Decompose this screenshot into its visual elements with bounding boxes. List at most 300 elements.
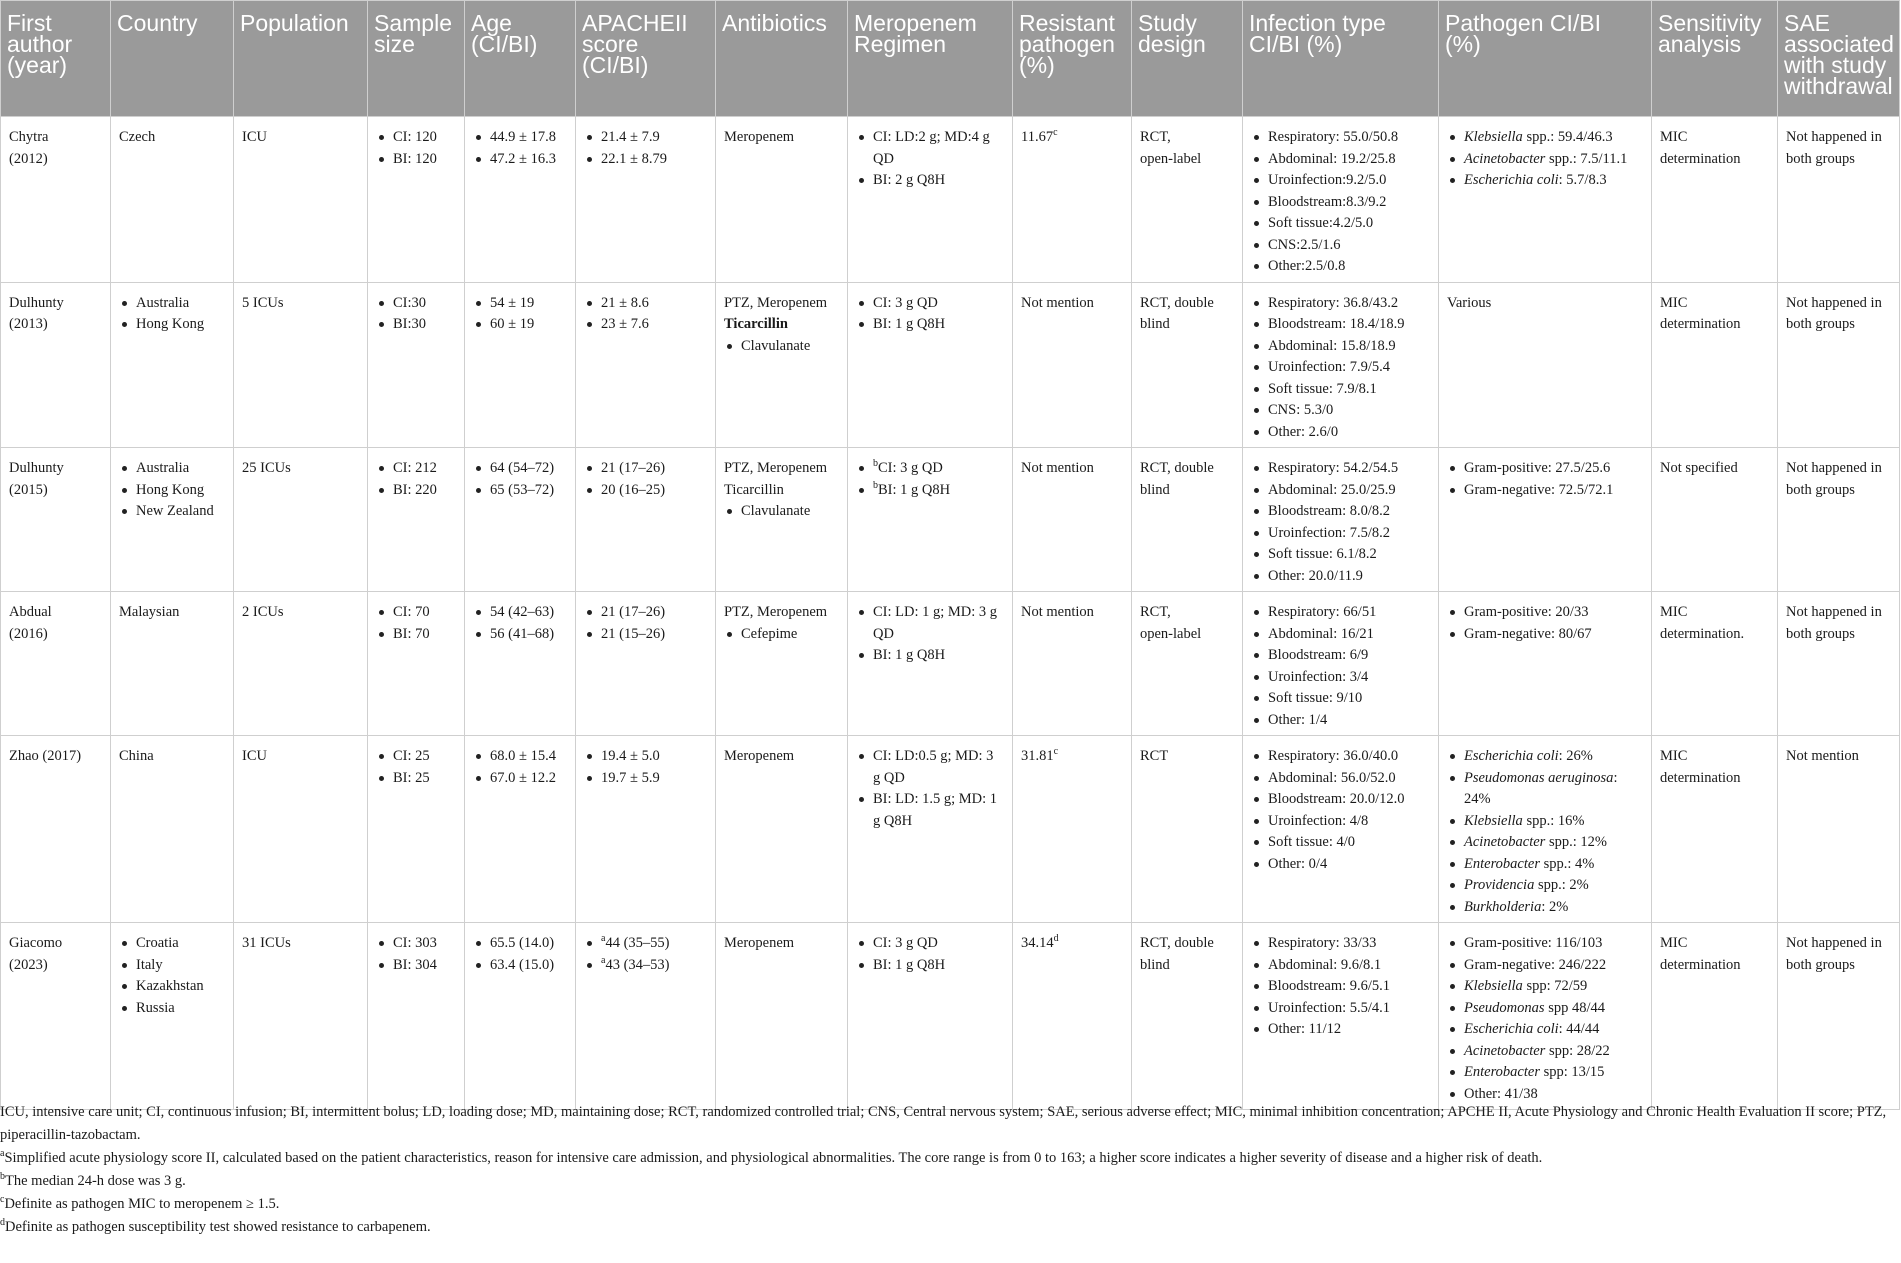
list-item: BI: 304 xyxy=(376,955,456,977)
list-item: 65.5 (14.0) xyxy=(473,933,567,955)
cell-sae xyxy=(1778,117,1900,283)
apache-list xyxy=(584,127,707,170)
sensitivity-text: MIC determination. xyxy=(1660,604,1745,642)
list-item: 56 (41–68) xyxy=(473,624,567,646)
cell-population xyxy=(234,117,368,283)
cell-pathogen xyxy=(1439,736,1652,923)
cell-sae xyxy=(1778,592,1900,736)
list-item: BI: 1 g Q8H xyxy=(856,645,1004,667)
cell-sae xyxy=(1778,282,1900,448)
pathogen-value: spp.: 4% xyxy=(1539,855,1595,872)
list-item: CI: LD: 1 g; MD: 3 g QD xyxy=(856,602,1004,645)
cell-sample-size xyxy=(368,923,465,1110)
cell-regimen xyxy=(848,923,1013,1110)
pathogen-text: Various xyxy=(1447,294,1492,311)
pathogen-value: : 24% xyxy=(1464,769,1618,807)
list-item xyxy=(856,480,1004,502)
list-item: CI: 3 g QD xyxy=(856,293,1004,315)
list-item: CI: 25 xyxy=(376,746,456,768)
study-design-text: RCT xyxy=(1140,748,1169,764)
antibiotics-list xyxy=(724,501,839,523)
column-header: Study design xyxy=(1132,1,1243,117)
footnote-mark: d xyxy=(0,1217,5,1228)
column-header: Sensitivity analysis xyxy=(1652,1,1778,117)
cell-population xyxy=(234,592,368,736)
pathogen-item xyxy=(1447,875,1643,897)
cell-antibiotics xyxy=(716,282,848,448)
footnote xyxy=(0,1147,1890,1170)
list-item: CI: LD:2 g; MD:4 g QD xyxy=(856,127,1004,170)
pathogen-item xyxy=(1447,832,1643,854)
antibiotics-list xyxy=(724,336,839,358)
cell-infection-type xyxy=(1243,117,1439,283)
list-item: Gram-positive: 20/33 xyxy=(1447,602,1643,624)
country-list xyxy=(119,933,225,1019)
column-header: Infection type CI/BI (%) xyxy=(1243,1,1439,117)
footnote-mark: d xyxy=(1053,933,1059,944)
column-header: Age (CI/BI) xyxy=(465,1,576,117)
pathogen-item xyxy=(1447,170,1643,192)
list-item: Australia xyxy=(119,458,225,480)
list-item xyxy=(584,933,707,955)
infection-list xyxy=(1251,127,1430,278)
list-item: Other: 2.6/0 xyxy=(1251,422,1430,444)
list-item: 21 (17–26) xyxy=(584,602,707,624)
cell-apache xyxy=(576,117,716,283)
population-text: 5 ICUs xyxy=(242,294,284,311)
regimen-list xyxy=(856,602,1004,667)
cell-sample-size xyxy=(368,736,465,923)
list-item: Other: 20.0/11.9 xyxy=(1251,566,1430,588)
footnote-mark: c xyxy=(0,1194,5,1205)
column-header: Sample size xyxy=(368,1,465,117)
study-design-text: RCT, open-label xyxy=(1140,129,1202,167)
pathogen-value: spp: 13/15 xyxy=(1539,1064,1605,1080)
apache-list xyxy=(584,602,707,645)
list-item: Bloodstream: 9.6/5.1 xyxy=(1251,976,1430,998)
list-item: BI: 220 xyxy=(376,480,456,502)
cell-pathogen xyxy=(1439,117,1652,283)
cell-study-design xyxy=(1132,736,1243,923)
list-item: CI:30 xyxy=(376,293,456,315)
pathogen-item xyxy=(1447,955,1643,977)
pathogen-name: Klebsiella xyxy=(1464,129,1523,145)
list-item: Gram-negative: 72.5/72.1 xyxy=(1447,480,1643,502)
list-item xyxy=(856,458,1004,480)
pathogen-name: Klebsiella xyxy=(1464,978,1523,994)
list-item: Respiratory: 33/33 xyxy=(1251,933,1430,955)
table-row xyxy=(1,448,1900,592)
list-item: CI: 120 xyxy=(376,127,456,149)
pathogen-list xyxy=(1447,746,1643,918)
list-item: Other: 11/12 xyxy=(1251,1019,1430,1041)
table-row xyxy=(1,592,1900,736)
sample-size-list xyxy=(376,602,456,645)
pathogen-value: Gram-positive: 116/103 xyxy=(1464,935,1603,951)
list-item: 19.7 ± 5.9 xyxy=(584,768,707,790)
antibiotics-bold-text: Ticarcillin xyxy=(724,316,788,332)
list-item: BI: 1 g Q8H xyxy=(856,314,1004,336)
resistant-pathogen-value: Not mention xyxy=(1021,460,1094,476)
list-item: Cefepime xyxy=(724,624,839,646)
footnote-list xyxy=(0,1147,1890,1239)
study-design-text: RCT, open-label xyxy=(1140,604,1202,642)
cell-study-design xyxy=(1132,117,1243,283)
list-item: 21 (17–26) xyxy=(584,458,707,480)
pathogen-value: spp: 72/59 xyxy=(1522,978,1588,994)
cell-country xyxy=(111,736,234,923)
pathogen-name: Acinetobacter xyxy=(1464,1042,1546,1059)
list-item: 54 ± 19 xyxy=(473,293,567,315)
cell-age xyxy=(465,117,576,283)
sae-text: Not happened in both groups xyxy=(1786,460,1882,498)
pathogen-list xyxy=(1447,933,1643,1105)
country-text: Malaysian xyxy=(119,604,180,620)
pathogen-item xyxy=(1447,998,1643,1020)
pathogen-name: Escherichia coli xyxy=(1464,748,1559,764)
column-header: Population xyxy=(234,1,368,117)
cell-population xyxy=(234,923,368,1110)
age-list xyxy=(473,602,567,645)
list-item: CNS: 5.3/0 xyxy=(1251,400,1430,422)
pathogen-name: Enterobacter xyxy=(1464,855,1540,872)
cell-regimen xyxy=(848,117,1013,283)
pathogen-item xyxy=(1447,1062,1643,1084)
column-header: Meropenem Regimen xyxy=(848,1,1013,117)
list-item: Abdominal: 16/21 xyxy=(1251,624,1430,646)
infection-list xyxy=(1251,933,1430,1041)
footnote-mark: c xyxy=(1053,127,1058,138)
cell-apache xyxy=(576,592,716,736)
country-list xyxy=(119,458,225,523)
footnote xyxy=(0,1193,1890,1216)
cell-author xyxy=(1,282,111,448)
pathogen-name: Escherichia coli xyxy=(1464,172,1559,188)
pathogen-value: : 26% xyxy=(1558,748,1593,764)
list-item: Soft tissue: 9/10 xyxy=(1251,688,1430,710)
sample-size-list xyxy=(376,933,456,976)
list-item: 67.0 ± 12.2 xyxy=(473,768,567,790)
pathogen-value: Other: 41/38 xyxy=(1464,1085,1538,1102)
footnote-mark: b xyxy=(873,458,878,469)
list-item: Respiratory: 36.0/40.0 xyxy=(1251,746,1430,768)
cell-resistant-pathogen xyxy=(1013,448,1132,592)
study-design-text: RCT, double blind xyxy=(1140,935,1214,973)
list-item-text: 44 (35–55) xyxy=(605,935,670,951)
list-item: Uroinfection: 3/4 xyxy=(1251,667,1430,689)
list-item: Uroinfection: 7.9/5.4 xyxy=(1251,357,1430,379)
cell-pathogen xyxy=(1439,923,1652,1110)
list-item: BI: 25 xyxy=(376,768,456,790)
antibiotics-text: Meropenem xyxy=(724,129,795,145)
footnote-text: The median 24-h dose was 3 g. xyxy=(5,1173,186,1189)
table-row xyxy=(1,282,1900,448)
list-item: Kazakhstan xyxy=(119,976,225,998)
list-item: Clavulanate xyxy=(724,501,839,523)
cell-sensitivity xyxy=(1652,448,1778,592)
list-item: 23 ± 7.6 xyxy=(584,314,707,336)
list-item: Other: 0/4 xyxy=(1251,854,1430,876)
list-item: 60 ± 19 xyxy=(473,314,567,336)
cell-resistant-pathogen xyxy=(1013,736,1132,923)
list-item: Soft tissue: 4/0 xyxy=(1251,832,1430,854)
footnote-mark: a xyxy=(0,1148,5,1159)
cell-apache xyxy=(576,923,716,1110)
cell-population xyxy=(234,736,368,923)
cell-age xyxy=(465,592,576,736)
list-item: Soft tissue: 7.9/8.1 xyxy=(1251,379,1430,401)
cell-study-design xyxy=(1132,592,1243,736)
list-item: 64 (54–72) xyxy=(473,458,567,480)
list-item: Soft tissue:4.2/5.0 xyxy=(1251,213,1430,235)
list-item: Gram-negative: 80/67 xyxy=(1447,624,1643,646)
footnote xyxy=(0,1170,1890,1193)
pathogen-item xyxy=(1447,1019,1643,1041)
cell-regimen xyxy=(848,592,1013,736)
apache-list xyxy=(584,933,707,976)
pathogen-name: Escherichia coli xyxy=(1464,1021,1559,1037)
cell-infection-type xyxy=(1243,282,1439,448)
sensitivity-text: MIC determination xyxy=(1660,748,1741,786)
cell-sample-size xyxy=(368,282,465,448)
list-item: Uroinfection: 5.5/4.1 xyxy=(1251,998,1430,1020)
footnote-mark: a xyxy=(601,954,606,966)
cell-regimen xyxy=(848,448,1013,592)
list-item-text: BI: 1 g Q8H xyxy=(878,481,951,498)
list-item: Australia xyxy=(119,293,225,315)
cell-age xyxy=(465,736,576,923)
cell-resistant-pathogen xyxy=(1013,592,1132,736)
cell-infection-type xyxy=(1243,923,1439,1110)
footnote-abbreviations: ICU, intensive care unit; CI, continuous infusion; BI, intermittent bolus; LD, loading dose; MD, maintaining dose; RCT, randomized controlled trial; CNS, Central nervous system; SAE, serious adverse effect; MIC, minimal inhibition concentration; APCHE II, Acute Physiology and Chronic Health Evaluation II score; PTZ, piperacillin-tazobactam. xyxy=(0,1104,1887,1143)
footnote-text: Definite as pathogen MIC to meropenem ≥ 1.5. xyxy=(4,1196,280,1212)
pathogen-list xyxy=(1447,602,1643,645)
list-item xyxy=(584,955,707,977)
cell-sae xyxy=(1778,736,1900,923)
pathogen-item xyxy=(1447,768,1643,811)
population-text: ICU xyxy=(242,129,267,145)
sensitivity-text: MIC determination xyxy=(1660,935,1741,973)
pathogen-item xyxy=(1447,149,1643,171)
infection-list xyxy=(1251,602,1430,731)
cell-sae xyxy=(1778,448,1900,592)
age-list xyxy=(473,746,567,789)
footnote-mark: b xyxy=(0,1171,5,1182)
pathogen-item xyxy=(1447,127,1643,149)
cell-regimen xyxy=(848,282,1013,448)
list-item: Abdominal: 25.0/25.9 xyxy=(1251,480,1430,502)
author-year: Dulhunty (2015) xyxy=(9,460,64,498)
cell-resistant-pathogen xyxy=(1013,923,1132,1110)
sample-size-list xyxy=(376,127,456,170)
list-item: Gram-positive: 27.5/25.6 xyxy=(1447,458,1643,480)
column-header: Antibiotics xyxy=(716,1,848,117)
list-item: Hong Kong xyxy=(119,314,225,336)
list-item: Bloodstream: 8.0/8.2 xyxy=(1251,501,1430,523)
cell-antibiotics xyxy=(716,117,848,283)
list-item: 19.4 ± 5.0 xyxy=(584,746,707,768)
pathogen-name: Pseudomonas xyxy=(1464,999,1545,1016)
list-item: 68.0 ± 15.4 xyxy=(473,746,567,768)
cell-sensitivity xyxy=(1652,923,1778,1110)
antibiotics-text: Meropenem xyxy=(724,935,795,951)
antibiotics-text: PTZ, Meropenem xyxy=(724,460,828,476)
cell-apache xyxy=(576,448,716,592)
pathogen-name: Pseudomonas aeruginosa xyxy=(1464,769,1614,786)
list-item: Bloodstream: 6/9 xyxy=(1251,645,1430,667)
antibiotics-text: PTZ, Meropenem xyxy=(724,294,828,311)
header-row xyxy=(1,1,1900,117)
list-item: Bloodstream: 20.0/12.0 xyxy=(1251,789,1430,811)
list-item: Bloodstream: 18.4/18.9 xyxy=(1251,314,1430,336)
sensitivity-text: Not specified xyxy=(1660,460,1738,476)
regimen-list xyxy=(856,458,1004,501)
population-text: 25 ICUs xyxy=(242,460,291,476)
cell-sample-size xyxy=(368,117,465,283)
country-list xyxy=(119,293,225,336)
sample-size-list xyxy=(376,293,456,336)
sample-size-list xyxy=(376,458,456,501)
pathogen-name: Providencia xyxy=(1464,877,1535,893)
cell-age xyxy=(465,923,576,1110)
resistant-pathogen-value: Not mention xyxy=(1021,604,1094,620)
pathogen-value: spp.: 12% xyxy=(1545,834,1607,850)
resistant-pathogen-value: 34.14 xyxy=(1021,935,1054,951)
pathogen-value: Gram-negative: 246/222 xyxy=(1464,956,1607,973)
pathogen-value: : 5.7/8.3 xyxy=(1558,172,1607,188)
pathogen-item xyxy=(1447,933,1643,955)
cell-author xyxy=(1,117,111,283)
list-item: Respiratory: 66/51 xyxy=(1251,602,1430,624)
sae-text: Not mention xyxy=(1786,748,1859,764)
list-item: Abdominal: 19.2/25.8 xyxy=(1251,149,1430,171)
list-item: CI: 212 xyxy=(376,458,456,480)
age-list xyxy=(473,458,567,501)
list-item: Hong Kong xyxy=(119,480,225,502)
pathogen-list xyxy=(1447,458,1643,501)
sae-text: Not happened in both groups xyxy=(1786,935,1882,973)
age-list xyxy=(473,933,567,976)
sensitivity-text: MIC determination xyxy=(1660,129,1741,167)
list-item: 44.9 ± 17.8 xyxy=(473,127,567,149)
author-year: Chytra (2012) xyxy=(9,129,49,167)
list-item: Soft tissue: 6.1/8.2 xyxy=(1251,544,1430,566)
sensitivity-text: MIC determination xyxy=(1660,294,1741,332)
cell-sensitivity xyxy=(1652,592,1778,736)
pathogen-value: : 44/44 xyxy=(1558,1021,1600,1037)
footnote xyxy=(0,1216,1890,1239)
cell-country xyxy=(111,592,234,736)
footnote-mark: c xyxy=(1053,746,1059,757)
cell-author xyxy=(1,736,111,923)
list-item: Russia xyxy=(119,998,225,1020)
list-item: 21 (15–26) xyxy=(584,624,707,646)
pathogen-name: Burkholderia xyxy=(1464,898,1542,915)
pathogen-value: spp.: 2% xyxy=(1534,877,1589,893)
cell-country xyxy=(111,923,234,1110)
cell-age xyxy=(465,282,576,448)
list-item: CI: LD:0.5 g; MD: 3 g QD xyxy=(856,746,1004,789)
list-item: Clavulanate xyxy=(724,336,839,358)
list-item: 21 ± 8.6 xyxy=(584,293,707,315)
list-item: Abdominal: 15.8/18.9 xyxy=(1251,336,1430,358)
cell-author xyxy=(1,923,111,1110)
antibiotics-text-2: Ticarcillin xyxy=(724,481,784,498)
column-header: First author (year) xyxy=(1,1,111,117)
list-item-text: CI: 3 g QD xyxy=(878,460,943,476)
list-item: BI: LD: 1.5 g; MD: 1 g Q8H xyxy=(856,789,1004,832)
list-item: Abdominal: 56.0/52.0 xyxy=(1251,768,1430,790)
cell-pathogen xyxy=(1439,592,1652,736)
list-item: BI: 70 xyxy=(376,624,456,646)
cell-resistant-pathogen xyxy=(1013,282,1132,448)
resistant-pathogen-value: Not mention xyxy=(1021,294,1094,311)
cell-sensitivity xyxy=(1652,736,1778,923)
footnote-mark: a xyxy=(601,933,606,944)
cell-population xyxy=(234,448,368,592)
table-row xyxy=(1,736,1900,923)
antibiotics-text: PTZ, Meropenem xyxy=(724,604,828,620)
sae-text: Not happened in both groups xyxy=(1786,294,1882,332)
list-item: Respiratory: 54.2/54.5 xyxy=(1251,458,1430,480)
list-item: BI: 1 g Q8H xyxy=(856,955,1004,977)
cell-country xyxy=(111,282,234,448)
cell-author xyxy=(1,448,111,592)
regimen-list xyxy=(856,293,1004,336)
list-item: Other: 1/4 xyxy=(1251,710,1430,732)
pathogen-item xyxy=(1447,811,1643,833)
list-item: CNS:2.5/1.6 xyxy=(1251,235,1430,257)
list-item: 63.4 (15.0) xyxy=(473,955,567,977)
cell-antibiotics xyxy=(716,736,848,923)
pathogen-item xyxy=(1447,746,1643,768)
column-header: Country xyxy=(111,1,234,117)
list-item: 20 (16–25) xyxy=(584,480,707,502)
table-row xyxy=(1,923,1900,1110)
table-header xyxy=(1,1,1900,117)
study-design-text: RCT, double blind xyxy=(1140,294,1214,332)
infection-list xyxy=(1251,458,1430,587)
footnote-text: Definite as pathogen susceptibility test showed resistance to carbapenem. xyxy=(5,1219,431,1235)
cell-sample-size xyxy=(368,592,465,736)
apache-list xyxy=(584,458,707,501)
resistant-pathogen-value: 11.67 xyxy=(1021,129,1054,145)
author-year: Giacomo (2023) xyxy=(9,935,63,973)
list-item: 47.2 ± 16.3 xyxy=(473,149,567,171)
author-year: Dulhunty (2013) xyxy=(9,294,64,332)
cell-apache xyxy=(576,736,716,923)
sae-text: Not happened in both groups xyxy=(1786,604,1882,642)
regimen-list xyxy=(856,746,1004,832)
footnote-text: Simplified acute physiology score II, calculated based on the patient characteristics, reason for intensive care admission, and physiological abnormalities. The core range is from 0 to 163; a higher score indicates a higher severity of disease and a higher risk of death. xyxy=(4,1150,1543,1166)
cell-age xyxy=(465,448,576,592)
infection-list xyxy=(1251,746,1430,875)
cell-infection-type xyxy=(1243,736,1439,923)
column-header: Resistant pathogen (%) xyxy=(1013,1,1132,117)
cell-country xyxy=(111,448,234,592)
list-item: Italy xyxy=(119,955,225,977)
cell-apache xyxy=(576,282,716,448)
antibiotics-list xyxy=(724,624,839,646)
table-body xyxy=(1,117,1900,1110)
cell-infection-type xyxy=(1243,448,1439,592)
cell-regimen xyxy=(848,736,1013,923)
list-item: 54 (42–63) xyxy=(473,602,567,624)
list-item: CI: 3 g QD xyxy=(856,933,1004,955)
cell-infection-type xyxy=(1243,592,1439,736)
list-item: 21.4 ± 7.9 xyxy=(584,127,707,149)
footnote-mark: b xyxy=(873,479,878,491)
